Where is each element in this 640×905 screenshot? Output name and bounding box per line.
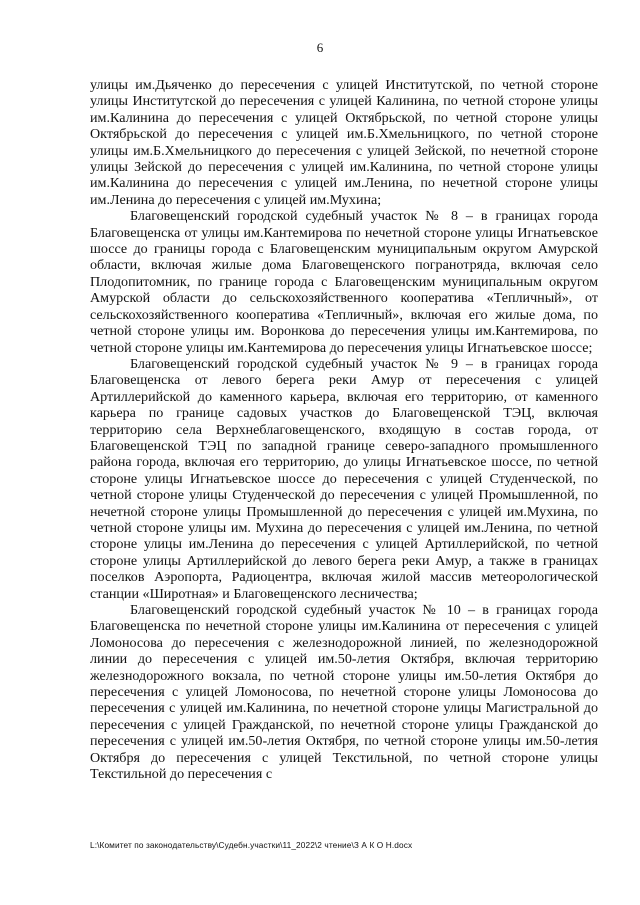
- document-body: [90, 77, 598, 782]
- footer-file-path: L:\Комитет по законодательству\Судебн.участки\11_2022\2 чтение\З А К О Н.docx: [90, 840, 413, 850]
- paragraph-court-district-8: Благовещенский городской судебный участок № 8 – в границах города Благовещенска от улицы им.Кантемирова по нечетной стороне улицы Игнатьевское шоссе до границы города с Благовещенским муниципальным округом Амурской области, включая жилые дома Благовещенского погранотряда, включая село Плодопитомник, по границе города с Благовещенским муниципальным округом Амурской области до сельскохозяйственного кооператива «Тепличный», от сельскохозяйственного кооператива «Тепличный», включая его жилые дома, по четной стороне улицы им. Воронкова до пересечения улицы им.Кантемирова, по четной стороне улицы им.Кантемирова до пересечения улицы Игнатьевское шоссе;: [90, 208, 598, 356]
- paragraph-continuation: улицы им.Дьяченко до пересечения с улицей Институтской, по четной стороне улицы Институтской до пересечения с улицей Калинина, по четной стороне улицы им.Калинина до пересечения с улицей Октябрьской, по четной стороне улицы Октябрьской до пересечения с улицей им.Б.Хмельницкого, по четной стороне улицы им.Б.Хмельницкого до пересечения с улицей Зейской, по нечетной стороне улицы Зейской до пересечения с улицей им.Калинина, по четной стороне улицы им.Калинина до пересечения с улицей им.Ленина, по нечетной стороне улицы им.Ленина до пересечения с улицей им.Мухина;: [90, 77, 598, 208]
- paragraph-court-district-9: Благовещенский городской судебный участок № 9 – в границах города Благовещенска от левого берега реки Амур от пересечения с улицей Артиллерийской до каменного карьера, включая его территорию, от каменного карьера по границе садовых участков до Благовещенской ТЭЦ, включая территорию села Верхнеблаговещенского, входящую в состав города, от Благовещенской ТЭЦ по западной границе северо-западного промышленного района города, включая его территорию, до улицы Игнатьевское шоссе, по четной стороне улицы Игнатьевское шоссе до пересечения с улицей Студенческой, по четной стороне улицы Студенческой до пересечения с улицей Промышленной, по нечетной стороне улицы Промышленной до пересечения с улицей им.Мухина, по четной стороне улицы им. Мухина до пересечения с улицей им.Ленина, по четной стороне улицы им.Ленина до пересечения с улицей Артиллерийской, по четной стороне улицы Артиллерийской до левого берега реки Амур, а также в границах поселков Аэропорта, Радиоцентра, включая жилой массив метеорологической станции «Широтная» и Благовещенского лесничества;: [90, 355, 598, 602]
- paragraph-court-district-10: Благовещенский городской судебный участок № 10 – в границах города Благовещенска по нечетной стороне улицы им.Калинина от пересечения с улицей Ломоносова до пересечения с железнодорожной линией, по железнодорожной линии до пересечения с улицей им.50-летия Октября, включая территорию железнодорожного вокзала, по четной стороне улицы им.50-летия Октября до пересечения с улицей Ломоносова, по нечетной стороне улицы Ломоносова до пересечения с улицей им.Калинина, по нечетной стороне улицы Магистральной до пересечения с улицей Гражданской, по нечетной стороне улицы Гражданской до пересечения с улицей им.50-летия Октября, по четной стороне улицы им.50-летия Октября до пересечения с улицей Текстильной, по четной стороне улицы Текстильной до пересечения с: [90, 602, 598, 783]
- page-number: 6: [316, 40, 324, 55]
